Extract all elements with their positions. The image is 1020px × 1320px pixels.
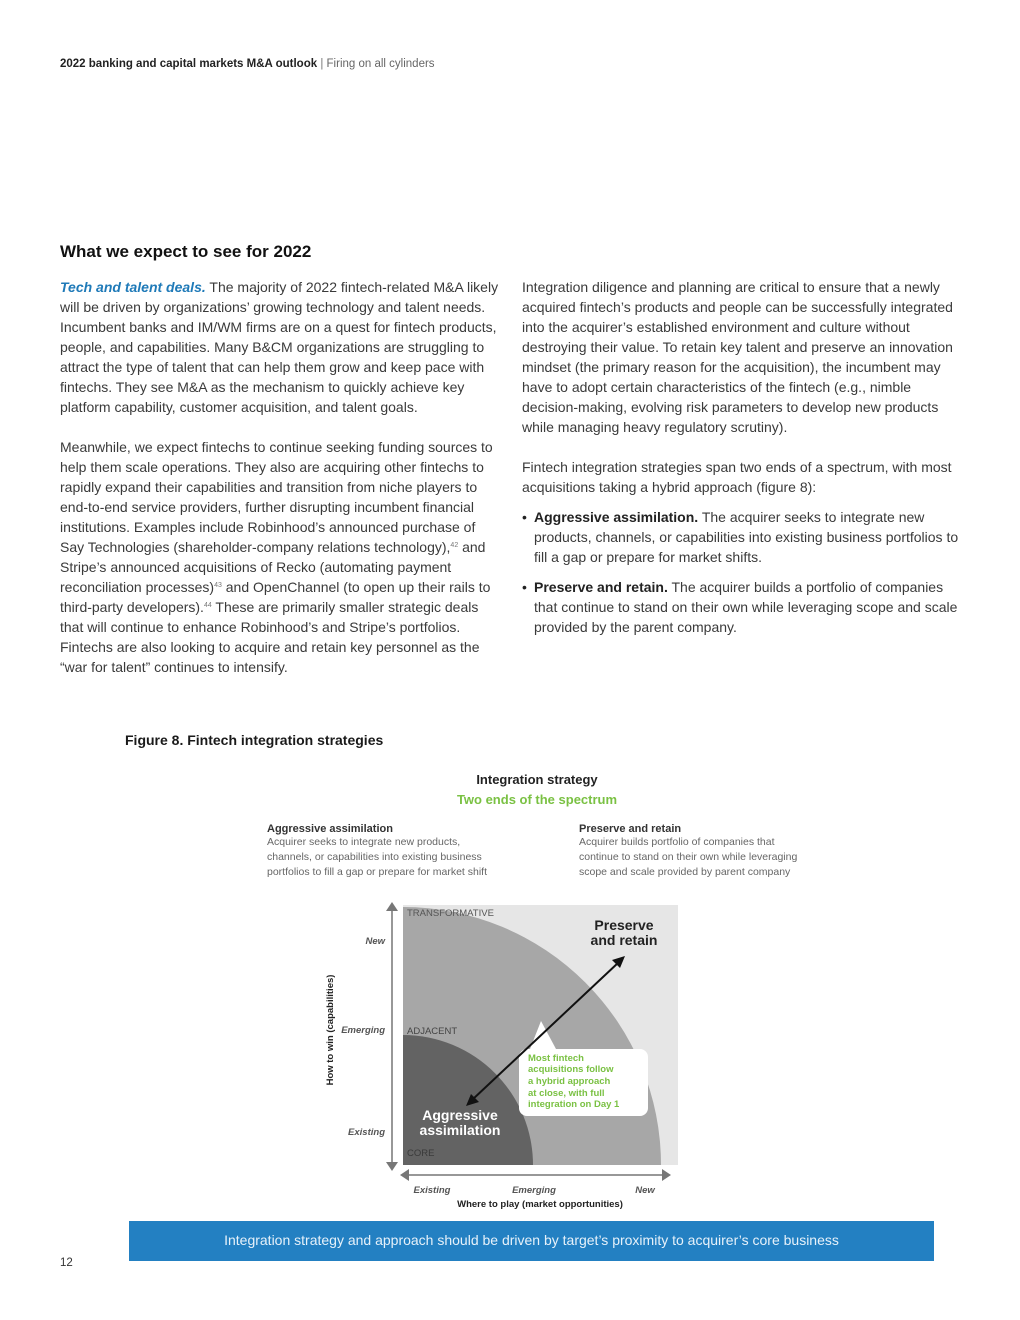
x-tick-label: Existing — [413, 1185, 451, 1196]
svg-text:Most fintech: Most fintech — [528, 1053, 584, 1064]
key-takeaway-banner: Integration strategy and approach should be driven by target’s proximity to acquirer’s core business — [129, 1221, 934, 1261]
zone-label-adjacent: ADJACENT — [407, 1026, 458, 1037]
x-axis — [400, 1169, 671, 1181]
svg-text:integration on Day 1: integration on Day 1 — [528, 1099, 620, 1110]
figure-title: Figure 8. Fintech integration strategies — [125, 732, 384, 748]
header-subtitle: Firing on all cylinders — [326, 58, 435, 70]
y-tick-label: New — [365, 936, 385, 947]
footnote-ref: 43 — [214, 582, 222, 589]
y-axis — [386, 902, 398, 1171]
lead-in: Tech and talent deals. — [60, 279, 206, 295]
svg-text:at close, with full: at close, with full — [528, 1088, 605, 1099]
preserve-description: Preserve and retain Acquirer builds portfolio of companies that continue to stand on their own while leveraging scope and scale provided by parent company — [579, 823, 879, 880]
figure-heading: Integration strategy — [476, 772, 598, 787]
zone-label-core: CORE — [407, 1148, 435, 1159]
paragraph-fintech-funding: Meanwhile, we expect fintechs to continue seeking funding sources to help them scale operations. They also are acquiring other fintechs to rapidly expand their capabilities and transition from niche players to end-to-end service providers, further disrupting incumbent financial institutions. Examples include Robinhood’s announced purchase of Say Technologies (shareholder-company relations technology),$^{42}$ and Stripe’s announced acquisitions of Recko (automating payment reconciliation processes)$^{43}$ and OpenChannel (to open up their rails to third-party developers).$^{44}$ These are primarily smaller strategic deals that will continue to enhance Robinhood’s and Stripe’s portfolios. Fintechs are also looking to acquire and retain key personnel as the “war for talent” continues to intensify. — [60, 439, 493, 675]
footnote-ref: 44 — [203, 602, 212, 609]
x-tick-label: New — [635, 1185, 655, 1196]
bullet-item: • Preserve and retain. The acquirer builds a portfolio of companies that continue to stand on their own while leveraging scope and scale provided by the parent company. — [522, 579, 958, 635]
svg-text:a hybrid approach: a hybrid approach — [528, 1076, 611, 1087]
y-tick-label: Existing — [348, 1127, 385, 1138]
section-heading: What we expect to see for 2022 — [60, 242, 312, 261]
header-title: 2022 banking and capital markets M&A outlook — [60, 58, 318, 70]
y-axis-title: How to win (capabilities) — [325, 974, 336, 1086]
footnote-ref: 42 — [450, 542, 459, 549]
preserve-label-line2: and retain — [590, 932, 658, 948]
figure-subheading: Two ends of the spectrum — [456, 792, 618, 807]
preserve-heading: Preserve and retain — [579, 823, 682, 835]
header-separator: | — [320, 58, 324, 70]
zone-label-transformative: TRANSFORMATIVE — [407, 908, 494, 919]
aggressive-heading: Aggressive assimilation — [267, 823, 393, 835]
bullet-item: • Aggressive assimilation. The acquirer seeks to integrate new products, channels, or capabilities into existing business portfolios to fill a gap or prepare for market shifts. — [522, 509, 959, 565]
x-axis-title: Where to play (market opportunities) — [457, 1199, 623, 1210]
aggressive-label-line1: Aggressive — [422, 1107, 498, 1123]
x-tick-label: Emerging — [512, 1185, 556, 1196]
paragraph-tech-talent: Tech and talent deals. The majority of 2022 fintech-related M&A likely will be driven by organizations’ growing technology and talent needs. Incumbent banks and IM/WM firms are on a quest for fintech products, people, and capabilities. Many B&CM organizations are struggling to attract the type of talent that can help them grow and keep pace with fintechs. They see M&A as the mechanism to quickly achieve key platform capability, customer acquisition, and talent goals. — [60, 279, 499, 415]
paragraph-integration-diligence: Integration diligence and planning are critical to ensure that a newly acquired fintech’s products and people can be successfully integrated into the acquirer’s established environment and culture without destroying their value. To retain key talent and preserve an innovation mindset (the primary reason for the acquisition), the incumbent may have to adopt certain characteristics of the fintech (e.g., nimble decision-making, evolving risk parameters to develop new products while managing heavy regulatory scrutiny). — [522, 279, 953, 435]
y-tick-label: Emerging — [341, 1025, 385, 1036]
paragraph-strategies: Fintech integration strategies span two ends of a spectrum, with most acquisitions taking a hybrid approach (figure 8): — [522, 459, 952, 495]
preserve-label-line1: Preserve — [594, 917, 654, 933]
aggressive-label-line2: assimilation — [419, 1122, 501, 1138]
page-number: 12 — [60, 1257, 73, 1269]
aggressive-description: Aggressive assimilation Acquirer seeks to integrate new products, channels, or capabilities into existing business portfolios to fill a gap or prepare for market shift — [267, 823, 567, 880]
svg-text:acquisitions follow: acquisitions follow — [528, 1064, 614, 1075]
